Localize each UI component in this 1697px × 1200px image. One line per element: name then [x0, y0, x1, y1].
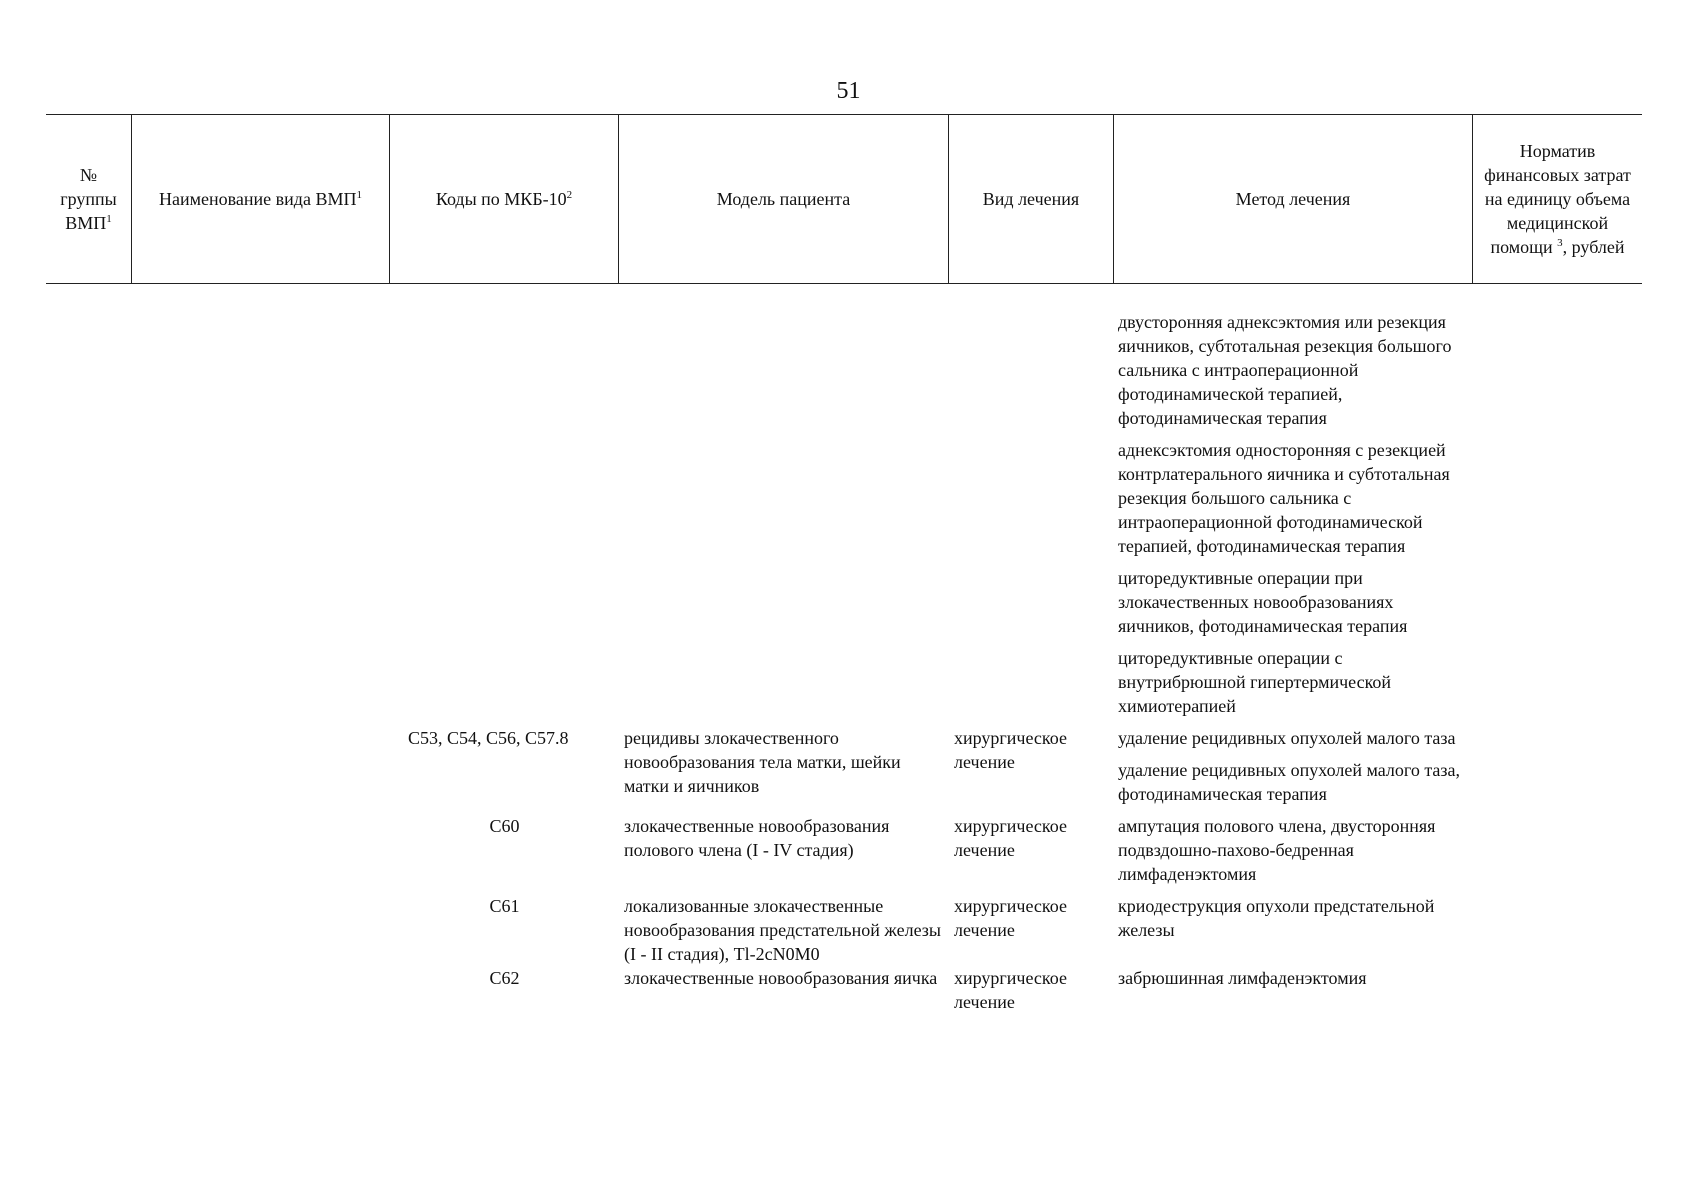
header-treatment-type: Вид лечения: [949, 115, 1114, 283]
treatment-method-cell: [1114, 726, 1473, 814]
table-body: [46, 310, 1642, 1014]
method-item: удаление рецидивных опухолей малого таза, фотодинамическая терапия: [1118, 760, 1460, 804]
icd-code-cell: C62: [489, 968, 520, 988]
treatment-type-cell: хирургическое лечение: [954, 968, 1067, 1012]
page-number: 51: [836, 78, 861, 104]
treatment-method-cell: [1114, 894, 1473, 966]
icd-code-cell: C60: [489, 816, 520, 836]
header-cost-norm: Норматив финансовых затрат на единицу объема медицинской помощи $^3$, рублей: [1484, 141, 1631, 257]
treatment-method-cell: [1114, 966, 1473, 1014]
icd-code-cell: C61: [489, 896, 520, 916]
patient-model-cell: [619, 310, 949, 726]
patient-model-cell: злокачественные новообразования яичка: [624, 968, 938, 988]
method-item: аднексэктомия односторонняя с резекцией контрлатерального яичника и субтотальная резекция большого сальника с интраоперационной фотодинамической терапией, фотодинамическая терапия: [1118, 440, 1450, 556]
patient-model-cell: рецидивы злокачественного новообразования тела матки, шейки матки и яичников: [624, 728, 901, 796]
header-group-number: № группы ВМП$^1$: [46, 115, 132, 283]
table-row: [46, 726, 1642, 814]
patient-model-cell: локализованные злокачественные новообразования предстательной железы (I - II стадия), Tl-2cN0M0: [624, 896, 941, 964]
treatment-type-cell: хирургическое лечение: [954, 896, 1067, 940]
method-item: удаление рецидивных опухолей малого таза: [1118, 728, 1456, 748]
header-vmp-name: Наименование вида ВМП$^1$: [132, 115, 390, 283]
table-row: [46, 814, 1642, 894]
icd-code-cell: C53, C54, C56, C57.8: [408, 728, 569, 748]
header-patient-model: Модель пациента: [619, 115, 949, 283]
treatment-type-cell: [949, 310, 1114, 726]
method-item: циторедуктивные операции при злокачественных новообразованиях яичников, фотодинамическая терапия: [1118, 568, 1408, 636]
table-row: [46, 894, 1642, 966]
header-treatment-method: Метод лечения: [1114, 115, 1473, 283]
method-item: циторедуктивные операции с внутрибрюшной гипертермической химиотерапией: [1118, 648, 1392, 716]
treatment-type-cell: хирургическое лечение: [954, 816, 1067, 860]
method-item: двусторонняя аднексэктомия или резекция яичников, субтотальная резекция большого сальника с интраоперационной фотодинамической терапией, фотодинамическая терапия: [1118, 312, 1452, 428]
method-item: криодеструкция опухоли предстательной железы: [1118, 896, 1435, 940]
treatment-type-cell: хирургическое лечение: [954, 728, 1067, 772]
patient-model-cell: злокачественные новообразования полового члена (I - IV стадия): [624, 816, 890, 860]
header-icd-codes: Коды по МКБ-$10^2$: [390, 115, 619, 283]
table-row: [46, 966, 1642, 1014]
method-item: забрюшинная лимфаденэктомия: [1118, 968, 1367, 988]
treatment-method-cell: [1114, 814, 1473, 894]
table-row: [46, 310, 1642, 726]
method-item: ампутация полового члена, двусторонняя подвздошно-пахово-бедренная лимфаденэктомия: [1118, 816, 1436, 884]
table-header: [46, 114, 1642, 284]
treatment-method-cell: [1114, 310, 1473, 726]
icd-code-cell: [390, 310, 619, 726]
